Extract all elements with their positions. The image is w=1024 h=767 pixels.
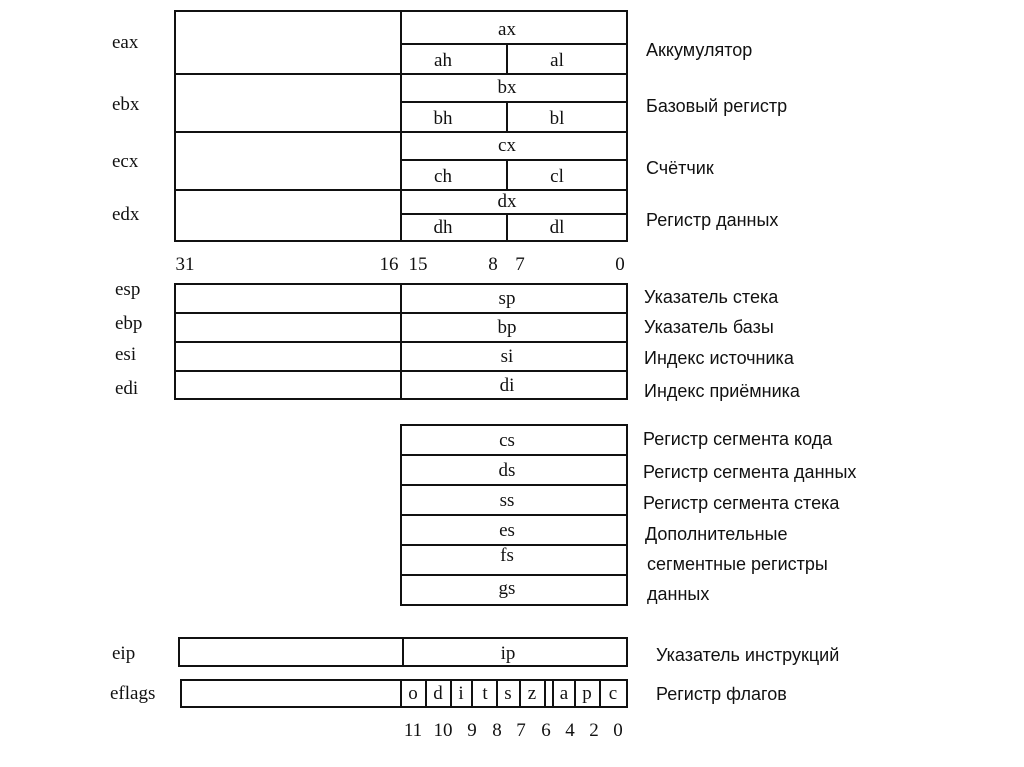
flag-bit-8: 8 — [492, 720, 502, 741]
register-desc-ebp: Указатель базы — [644, 317, 774, 337]
segment-desc-ss: Регистр сегмента стека — [643, 493, 840, 513]
pointer-registers — [115, 279, 801, 401]
register-cell-bp: bp — [497, 317, 517, 338]
register-cell-bl: bl — [549, 108, 565, 129]
eflags-register — [110, 680, 787, 741]
register-cell-al: al — [550, 50, 564, 71]
flag-s: s — [504, 683, 512, 704]
register-cell-sp: sp — [498, 288, 516, 309]
flag-bit-7: 7 — [516, 720, 526, 741]
register-name-ebx: ebx — [112, 94, 140, 115]
register-cell-dx: dx — [497, 191, 517, 212]
register-desc-edx: Регистр данных — [646, 210, 779, 230]
register-cell-ip: ip — [500, 643, 516, 664]
register-cell-di: di — [499, 375, 515, 396]
register-name-ebp: ebp — [115, 313, 143, 334]
segment-registers — [401, 425, 856, 605]
flag-bit-9: 9 — [467, 720, 477, 741]
register-desc-esi: Индекс источника — [644, 348, 794, 368]
register-desc-ecx: Счётчик — [646, 158, 714, 178]
register-cell-cl: cl — [550, 166, 564, 187]
register-name-eflags: eflags — [110, 683, 156, 704]
flag-bit-4: 4 — [565, 720, 575, 741]
bit-scale — [176, 254, 625, 275]
register-cell-bx: bx — [497, 77, 517, 98]
register-name-esp: esp — [115, 279, 141, 300]
segment-desc-cs: Регистр сегмента кода — [643, 429, 833, 449]
flag-z: z — [527, 683, 537, 704]
flag-i: i — [458, 683, 464, 704]
register-name-edi: edi — [115, 378, 139, 399]
register-name-ecx: ecx — [112, 151, 139, 172]
flag-o: o — [408, 683, 418, 704]
flag-bit-10: 10 — [433, 720, 453, 741]
register-cell-fs: fs — [500, 545, 514, 566]
register-cell-ss: ss — [499, 490, 515, 511]
register-desc-eip: Указатель инструкций — [656, 645, 840, 665]
flag-d: d — [433, 683, 443, 704]
segment-desc-ds: Регистр сегмента данных — [643, 462, 857, 482]
bit-label-31: 31 — [175, 254, 195, 275]
general-registers — [112, 11, 787, 241]
register-name-eip: eip — [112, 643, 136, 664]
flag-bit-0: 0 — [613, 720, 623, 741]
register-desc-edi: Индекс приёмника — [644, 381, 800, 401]
register-cell-si: si — [500, 346, 514, 367]
register-cell-cs: cs — [499, 430, 515, 451]
register-cell-ah: ah — [434, 50, 452, 71]
segment-desc-extra-1: Дополнительные — [645, 524, 788, 544]
register-cell-es: es — [499, 520, 515, 541]
eip-register — [112, 638, 839, 666]
register-name-edx: edx — [112, 204, 140, 225]
register-cell-cx: cx — [498, 135, 516, 156]
bit-label-15: 15 — [408, 254, 428, 275]
register-desc-eax: Аккумулятор — [646, 40, 753, 60]
register-cell-ax: ax — [498, 19, 516, 40]
bit-label-7: 7 — [515, 254, 525, 275]
register-cell-bh: bh — [433, 108, 453, 129]
flag-bit-2: 2 — [589, 720, 599, 741]
register-desc-esp: Указатель стека — [644, 287, 779, 307]
register-cell-dl: dl — [549, 217, 565, 238]
flag-c: c — [608, 683, 618, 704]
register-desc-eflags: Регистр флагов — [656, 684, 787, 704]
register-cell-dh: dh — [433, 217, 453, 238]
flag-p: p — [582, 683, 592, 704]
flag-a: a — [559, 683, 569, 704]
bit-label-0: 0 — [615, 254, 625, 275]
flag-bit-6: 6 — [541, 720, 551, 741]
flag-t: t — [482, 683, 488, 704]
bit-label-8: 8 — [488, 254, 498, 275]
register-desc-ebx: Базовый регистр — [646, 96, 788, 116]
flag-bit-11: 11 — [403, 720, 423, 741]
segment-desc-extra-2: сегментные регистры — [647, 554, 828, 574]
register-name-eax: eax — [112, 32, 139, 53]
register-cell-gs: gs — [498, 578, 516, 599]
segment-desc-extra-3: данных — [647, 584, 710, 604]
register-name-esi: esi — [115, 344, 137, 365]
register-cell-ch: ch — [434, 166, 452, 187]
register-cell-ds: ds — [498, 460, 516, 481]
bit-label-16: 16 — [379, 254, 399, 275]
